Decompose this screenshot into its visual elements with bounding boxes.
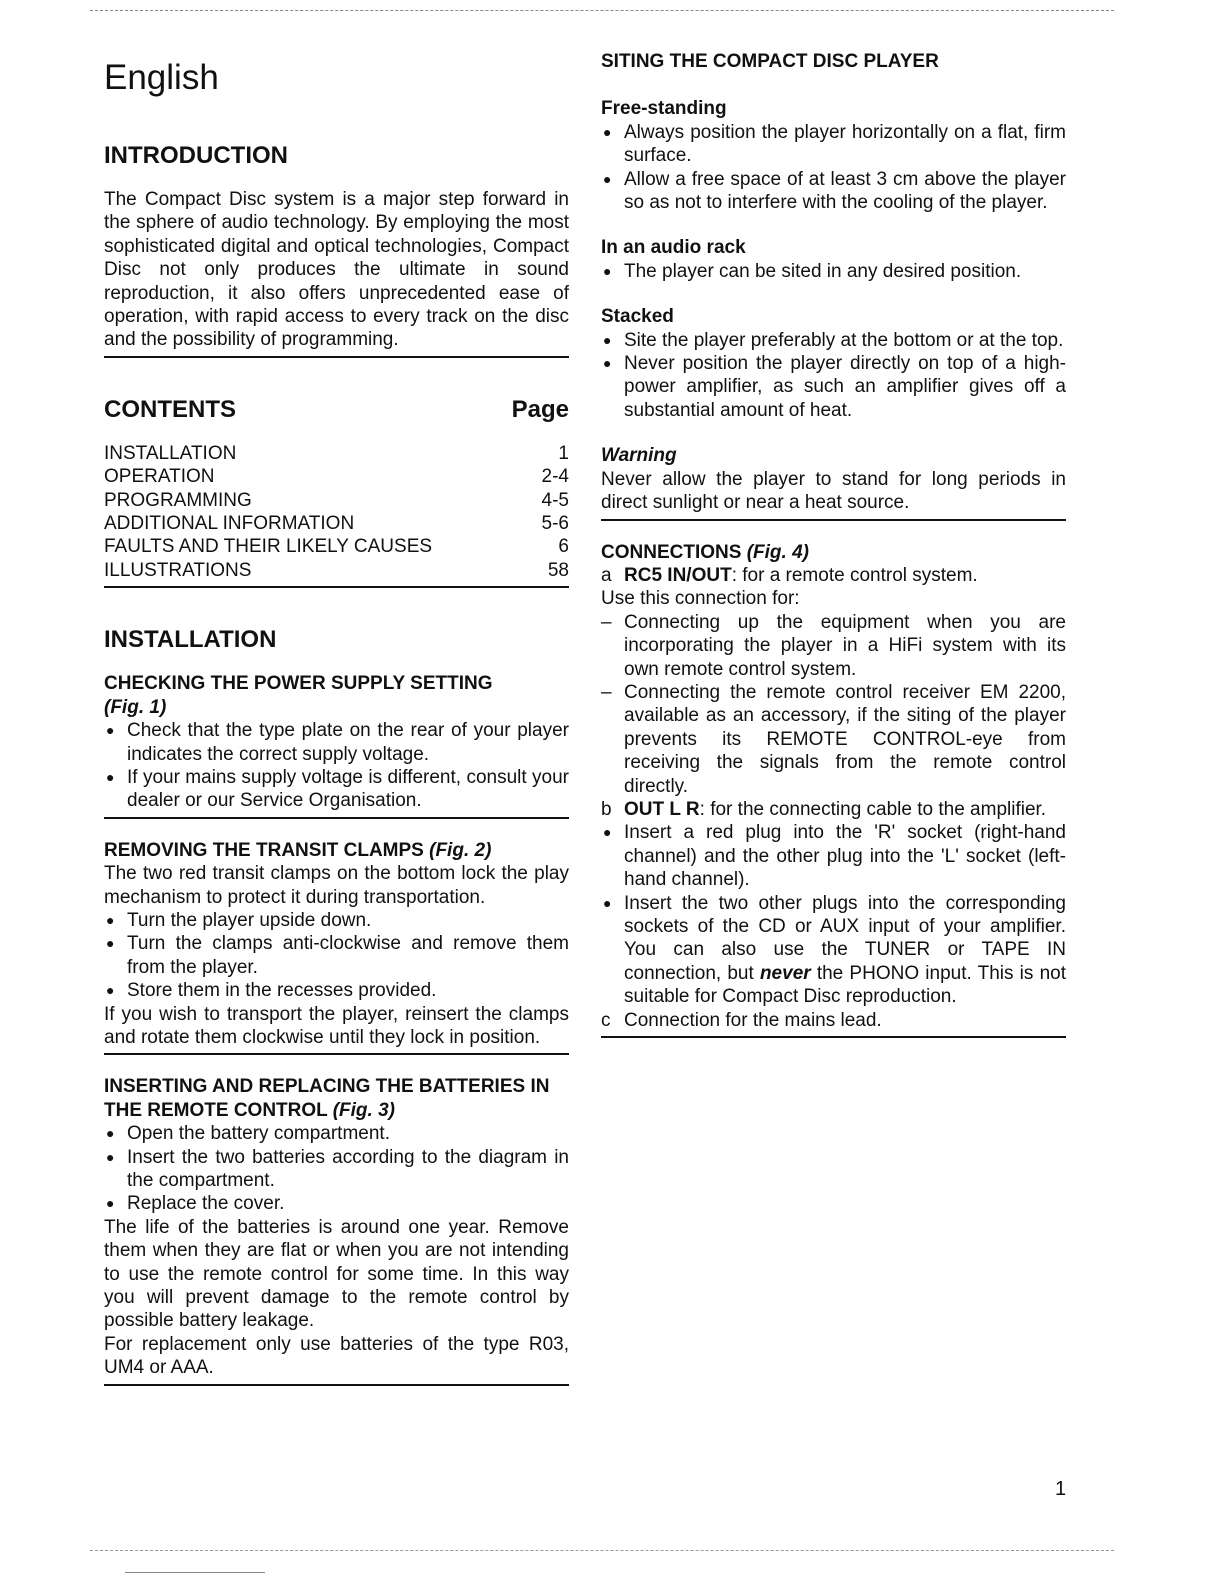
connections-dash-list [601, 611, 1066, 798]
list-item: ● Check that the type plate on the rear of your player indicates the correct supply voltage. [104, 719, 569, 766]
connection-text: Connection for the mains lead. [624, 1009, 882, 1031]
batteries-heading [104, 1075, 569, 1122]
audio-rack-bullets [601, 260, 1066, 283]
list-item: ● Allow a free space of at least 3 cm above the player so as not to interfere with the cooling of the player. [601, 168, 1066, 215]
scan-artifact-top [90, 10, 1114, 15]
list-item-text: Insert the two other plugs into the corresponding sockets of the CD or AUX input of your amplifier. You can also use the TUNER or TAPE IN connection, but [624, 892, 1066, 984]
page-number: 1 [1055, 1478, 1067, 1500]
clamps-intro: The two red transit clamps on the bottom lock the play mechanism to protect it during transportation. [104, 863, 569, 908]
batteries-bullets [104, 1122, 569, 1216]
contents-header [104, 396, 569, 424]
free-standing-bullets [601, 121, 1066, 215]
toc-page: 5-6 [541, 513, 569, 535]
right-column [601, 50, 1066, 1038]
stacked-bullets [601, 329, 1066, 423]
contents-heading: CONTENTS [104, 395, 236, 423]
toc-title: PROGRAMMING [104, 489, 252, 511]
toc-title: FAULTS AND THEIR LIKELY CAUSES [104, 536, 433, 558]
warning-text: Never allow the player to stand for long periods in direct sunlight or near a heat source. [601, 468, 1066, 514]
contents-page-label: Page [511, 395, 569, 423]
connection-text: : for a remote control system. [731, 564, 978, 586]
batteries-heading-text: INSERTING AND REPLACING THE BATTERIES IN THE REMOTE CONTROL [104, 1076, 550, 1121]
clamps-fig-ref: (Fig. 2) [429, 839, 492, 861]
divider [601, 519, 1066, 521]
divider [104, 1053, 569, 1055]
list-item: ● Always position the player horizontally on a flat, firm surface. [601, 121, 1066, 168]
stacked-heading: Stacked [601, 306, 674, 328]
free-standing-heading: Free-standing [601, 98, 727, 120]
toc-title: OPERATION [104, 466, 215, 488]
connections-bullets [601, 821, 1066, 1008]
list-item: ● Site the player preferably at the bottom or at the top. [601, 329, 1066, 352]
toc-page: 1 [558, 442, 569, 464]
connection-label: OUT L R [624, 798, 700, 820]
batteries-text-1: The life of the batteries is around one year. Remove them when they are flat or when you are not intending to use the remote control for some time. In this way you will prevent damage to the remote control by possible battery leakage. [104, 1216, 569, 1332]
warning-heading: Warning [601, 445, 677, 467]
list-item: ● If your mains supply voltage is different, consult your dealer or our Service Organisation. [104, 766, 569, 813]
introduction-text: The Compact Disc system is a major step forward in the sphere of audio technology. By employing the most sophisticated digital and optical technologies, Compact Disc not only produces the ultimate in sound reproduction, it also offers unprecedented ease of operation, with rapid access to every track on the disc and the possibility of programming. [104, 189, 569, 351]
divider [104, 586, 569, 588]
toc-row [104, 465, 569, 488]
connection-text: : for the connecting cable to the amplifier. [699, 798, 1047, 820]
connection-key: c [601, 1009, 611, 1031]
connections-use-text: Use this connection for: [601, 588, 800, 610]
connections-heading-text: CONNECTIONS [601, 541, 742, 563]
batteries-fig-ref: (Fig. 3) [332, 1099, 395, 1121]
language-title: English [104, 58, 219, 97]
list-item: ● Turn the player upside down. [104, 909, 569, 932]
contents-table [104, 442, 569, 582]
list-item [601, 892, 1066, 1009]
scan-artifact-bottom [90, 1550, 1114, 1555]
toc-row [104, 535, 569, 558]
power-heading: CHECKING THE POWER SUPPLY SETTING [104, 673, 493, 695]
list-item-text: the PHONO input. This is not suitable for Compact Disc reproduction. [624, 962, 1066, 1008]
emphasis-text: never [759, 962, 811, 984]
connection-b [601, 798, 1066, 821]
divider [104, 1384, 569, 1386]
list-item: ● The player can be sited in any desired position. [601, 260, 1066, 283]
clamps-heading [104, 839, 569, 862]
connection-c [601, 1009, 1066, 1032]
toc-page: 4-5 [541, 489, 569, 511]
left-column [104, 40, 569, 1386]
toc-row [104, 512, 569, 535]
list-item: ● Insert a red plug into the 'R' socket (right-hand channel) and the other plug into the 'L' socket (left-hand channel). [601, 821, 1066, 891]
list-item: ● Open the battery compartment. [104, 1122, 569, 1145]
connections-fig-ref: (Fig. 4) [746, 541, 809, 563]
list-item: ● Replace the cover. [104, 1192, 569, 1215]
connection-a [601, 564, 1066, 587]
toc-row [104, 442, 569, 465]
clamps-bullets [104, 909, 569, 1003]
clamps-heading-text: REMOVING THE TRANSIT CLAMPS [104, 839, 424, 861]
power-fig-ref: (Fig. 1) [104, 696, 167, 718]
divider [601, 1036, 1066, 1038]
toc-row [104, 489, 569, 512]
toc-page: 2-4 [541, 466, 569, 488]
divider [104, 356, 569, 358]
toc-title: ILLUSTRATIONS [104, 559, 252, 581]
scan-artifact-bottom-line [125, 1572, 265, 1573]
toc-title: INSTALLATION [104, 442, 237, 464]
list-item: ● Store them in the recesses provided. [104, 979, 569, 1002]
audio-rack-heading: In an audio rack [601, 237, 746, 259]
connection-key: b [601, 798, 612, 820]
toc-page: 58 [547, 559, 569, 581]
siting-heading: SITING THE COMPACT DISC PLAYER [601, 51, 939, 72]
toc-row [104, 559, 569, 582]
connections-heading [601, 541, 1066, 564]
list-item: ● Insert the two batteries according to the diagram in the compartment. [104, 1146, 569, 1193]
list-item: – Connecting up the equipment when you are incorporating the player in a HiFi system with its own remote control system. [601, 611, 1066, 681]
connection-key: a [601, 564, 612, 586]
list-item: ● Turn the clamps anti-clockwise and remove them from the player. [104, 932, 569, 979]
list-item: ● Never position the player directly on top of a high-power amplifier, as such an amplifier gives off a substantial amount of heat. [601, 352, 1066, 422]
toc-title: ADDITIONAL INFORMATION [104, 513, 355, 535]
connection-label: RC5 IN/OUT [624, 564, 732, 586]
power-bullets [104, 719, 569, 813]
toc-page: 6 [558, 536, 569, 558]
introduction-heading: INTRODUCTION [104, 142, 288, 169]
divider [104, 817, 569, 819]
clamps-outro: If you wish to transport the player, reinsert the clamps and rotate them clockwise until they lock in position. [104, 1003, 569, 1048]
batteries-text-2: For replacement only use batteries of the type R03, UM4 or AAA. [104, 1333, 569, 1379]
list-item: – Connecting the remote control receiver EM 2200, available as an accessory, if the siting of the player prevents its REMOTE CONTROL-eye from receiving the signals from the remote control directly. [601, 681, 1066, 798]
installation-heading: INSTALLATION [104, 626, 277, 654]
